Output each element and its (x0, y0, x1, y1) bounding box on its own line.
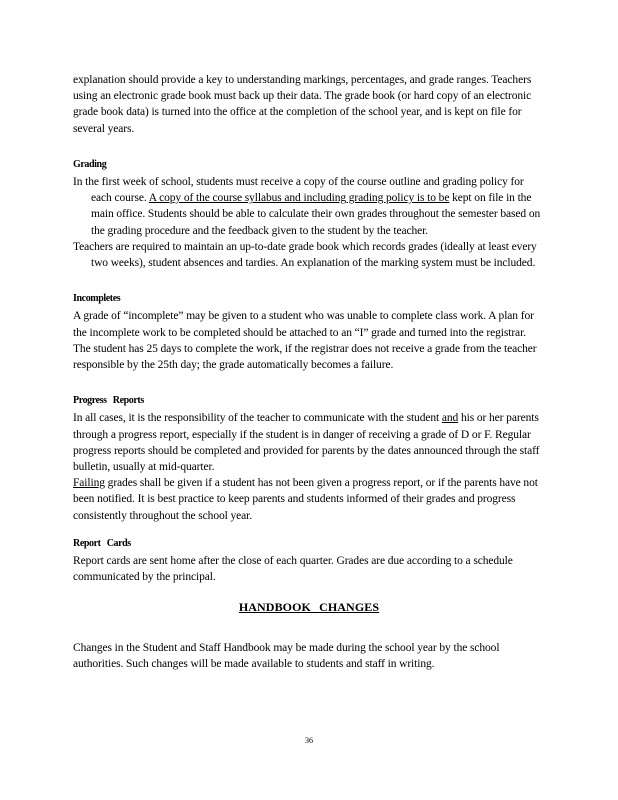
progress-p1-underlined: and (441, 412, 459, 425)
intro-paragraph: explanation should provide a key to understanding markings, percentages, and grade ranges. Teachers using an electronic grade book must back up their data. The grade book (or hard copy of an electronic grade book data) is turned into the office at the completion of the school year, and is kept on file for several years. (73, 74, 532, 135)
grading-p1-end: kept on file in the main office. Students should be able to calculate their own grades throughout the semester based on the grading procedure and the feedback given to the student by the teacher. (91, 192, 541, 237)
grading-p1-underlined: A copy of the course syllabus and including grading policy is to be (148, 192, 450, 205)
grading-paragraph-1 (73, 174, 545, 239)
incompletes-heading: Incompletes (73, 293, 121, 305)
grading-p1-start: In the first week of school, students must receive a copy of the course outline and grading policy for each course. (73, 176, 524, 205)
page-number: 36 (305, 736, 313, 745)
progress-p1-start: In all cases, it is the responsibility of the teacher to communicate with the student (73, 412, 442, 425)
section-incompletes (73, 291, 545, 373)
grading-paragraph-2: Teachers are required to maintain an up-to-date grade book which records grades (ideally at least every two weeks), student absences and tardies. An explanation of the marking system must be included. (73, 240, 537, 270)
progress-reports-heading: Progress Reports (73, 395, 144, 407)
handbook-changes-title: HANDBOOK CHANGES (238, 600, 380, 615)
progress-p1-end: his or her parents through a progress report, especially if the student is in danger of receiving a grade of D or F. Regular progress reports should be completed and provided for parents by the dates announced through the staff bulletin, usually at mid-quarter. (73, 412, 540, 474)
report-cards-paragraph: Report cards are sent home after the close of each quarter. Grades are due according to a schedule communicated by the principal. (73, 555, 513, 584)
progress-paragraph-2 (73, 475, 545, 524)
section-grading (73, 157, 545, 271)
progress-p2-end: grades shall be given if a student has not been given a progress report, or if the parents have not been notified. It is best practice to keep parents and students informed of their grades and progress consistently throughout the school year. (73, 477, 538, 522)
handbook-changes-paragraph: Changes in the Student and Staff Handbook may be made during the school year by the school authorities. Such changes will be made available to students and staff in writing. (73, 641, 500, 670)
incompletes-paragraph: A grade of “incomplete” may be given to a student who was unable to complete class work. A plan for the incomplete work to be completed should be attached to an “I” grade and turned into the registrar. The student has 25 days to complete the work, if the registrar does not receive a grade from the teacher responsible by the 25th day; the grade automatically becomes a failure. (73, 310, 537, 372)
report-cards-heading: Report Cards (73, 537, 131, 549)
progress-paragraph-1 (73, 410, 545, 475)
section-report-cards (73, 536, 545, 586)
section-handbook-changes (73, 599, 545, 672)
page-content (73, 72, 545, 672)
grading-heading: Grading (73, 158, 107, 170)
progress-p2-start: Failing (73, 477, 105, 490)
section-progress-reports (73, 393, 545, 524)
